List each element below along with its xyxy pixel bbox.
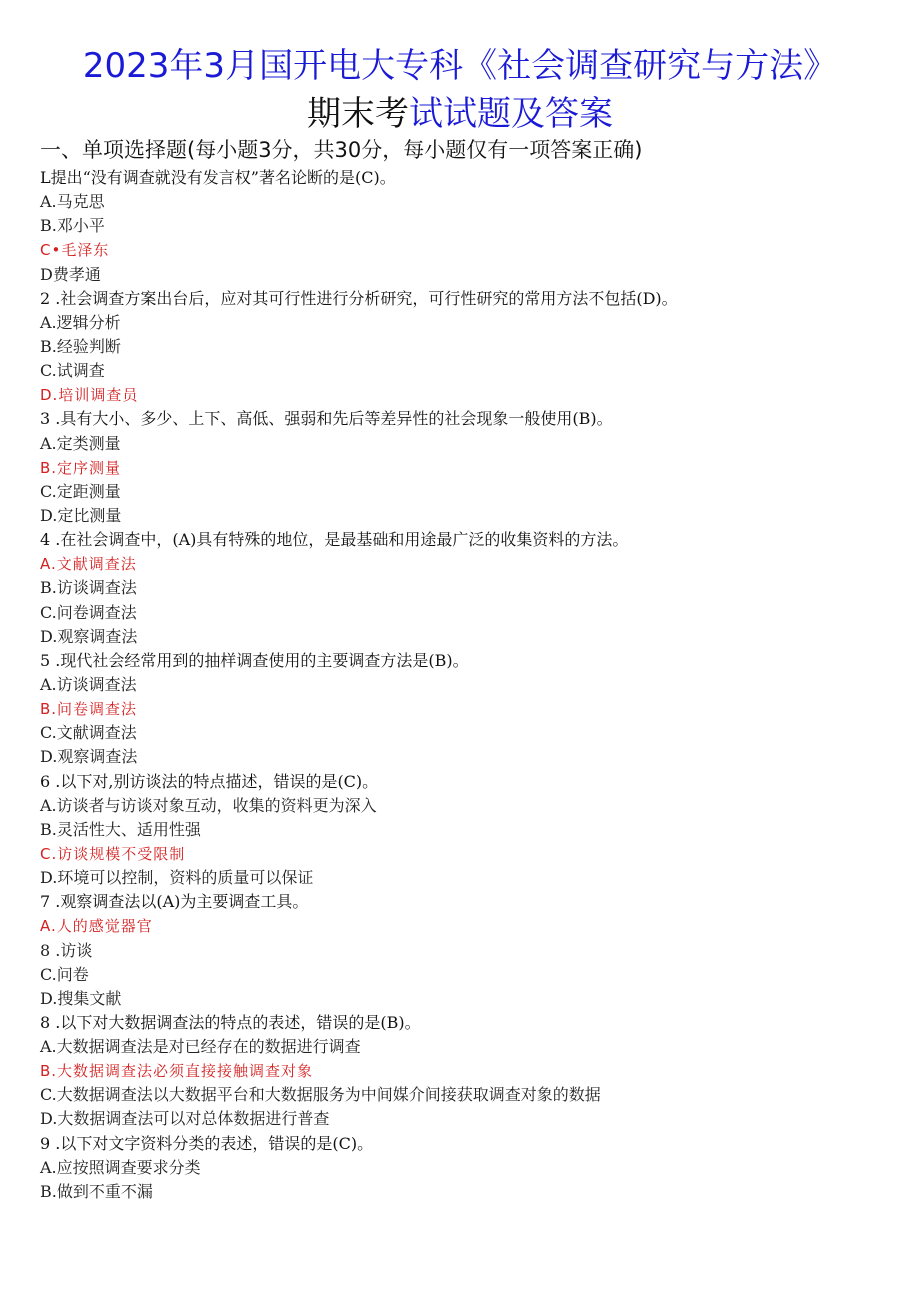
answer-option: C.试调查 (40, 361, 105, 381)
answer-option: D.观察调查法 (40, 747, 138, 767)
question-text: 4 .在社会调查中，(A)具有特殊的地位，是最基础和用途最广泛的收集资料的方法。 (40, 530, 629, 550)
answer-option: D费孝通 (40, 264, 101, 284)
answer-option: A.大数据调查法是对已经存在的数据进行调查 (40, 1037, 361, 1057)
answer-option-correct: B.定序测量 (40, 458, 122, 477)
answer-option: D.大数据调查法可以对总体数据进行普查 (40, 1109, 330, 1129)
answer-option: B.访谈调查法 (40, 578, 137, 598)
document-title-line-1: 2023年3月国开电大专科《社会调查研究与方法》 (82, 46, 838, 86)
question-list (40, 166, 678, 1204)
question-text: 7 .观察调查法以(A)为主要调查工具。 (40, 892, 309, 912)
answer-option: C.定距测量 (40, 481, 121, 501)
answer-option-correct: B.问卷调查法 (40, 700, 138, 719)
answer-option: B.邓小平 (40, 216, 105, 236)
answer-option: D.观察调查法 (40, 626, 138, 646)
answer-option-correct: B.大数据调查法必须直接接触调查对象 (40, 1062, 314, 1081)
answer-option: C.文献调查法 (40, 723, 137, 743)
section-heading: 一、单项选择题(每小题3分，共30分，每小题仅有一项答案正确) (40, 138, 643, 162)
answer-option: C.问卷 (40, 964, 89, 984)
answer-option: A.定类测量 (40, 433, 121, 453)
question-text: 6 .以下对,别访谈法的特点描述，错误的是(C)。 (40, 771, 379, 791)
question-text: 8 .以下对大数据调查法的特点的表述，错误的是(B)。 (40, 1012, 421, 1032)
answer-option-correct: A.人的感觉器官 (40, 917, 153, 936)
answer-option: B.做到不重不漏 (40, 1181, 153, 1201)
question-text: 5 .现代社会经常用到的抽样调查使用的主要调查方法是(B)。 (40, 650, 469, 670)
question-text: 9 .以下对文字资料分类的表述，错误的是(C)。 (40, 1133, 374, 1153)
answer-option: A.访谈调查法 (40, 674, 137, 694)
question-text: 2 .社会调查方案出台后，应对其可行性进行分析研究，可行性研究的常用方法不包括(D)。 (40, 288, 678, 308)
answer-option: 8 .访谈 (40, 940, 93, 960)
answer-option: A.应按照调查要求分类 (40, 1157, 201, 1177)
answer-option-correct: C•毛泽东 (40, 241, 110, 260)
title-line-2-part-1: 期末考 (307, 94, 409, 134)
answer-option: D.环境可以控制，资料的质量可以保证 (40, 868, 314, 888)
answer-option: B.灵活性大、适用性强 (40, 819, 201, 839)
answer-option: B.经验判断 (40, 336, 121, 356)
answer-option: D.搜集文献 (40, 988, 122, 1008)
answer-option-correct: C.访谈规模不受限制 (40, 844, 186, 863)
answer-option: C.问卷调查法 (40, 602, 137, 622)
answer-option-correct: D.培训调查员 (40, 386, 139, 405)
answer-option: A.逻辑分析 (40, 312, 121, 332)
answer-option: A.马克思 (40, 192, 105, 212)
question-text: L提出“没有调查就没有发言权”著名论断的是(C)。 (40, 168, 396, 187)
answer-option: D.定比测量 (40, 505, 122, 525)
answer-option: C.大数据调查法以大数据平台和大数据服务为中间媒介间接获取调查对象的数据 (40, 1085, 601, 1105)
answer-option: A.访谈者与访谈对象互动，收集的资料更为深入 (40, 795, 377, 815)
title-line-2-part-2: 试试题及答案 (409, 94, 613, 134)
document-title-line-2 (0, 92, 920, 136)
answer-option-correct: A.文献调查法 (40, 555, 137, 574)
question-text: 3 .具有大小、多少、上下、高低、强弱和先后等差异性的社会现象一般使用(B)。 (40, 409, 613, 429)
